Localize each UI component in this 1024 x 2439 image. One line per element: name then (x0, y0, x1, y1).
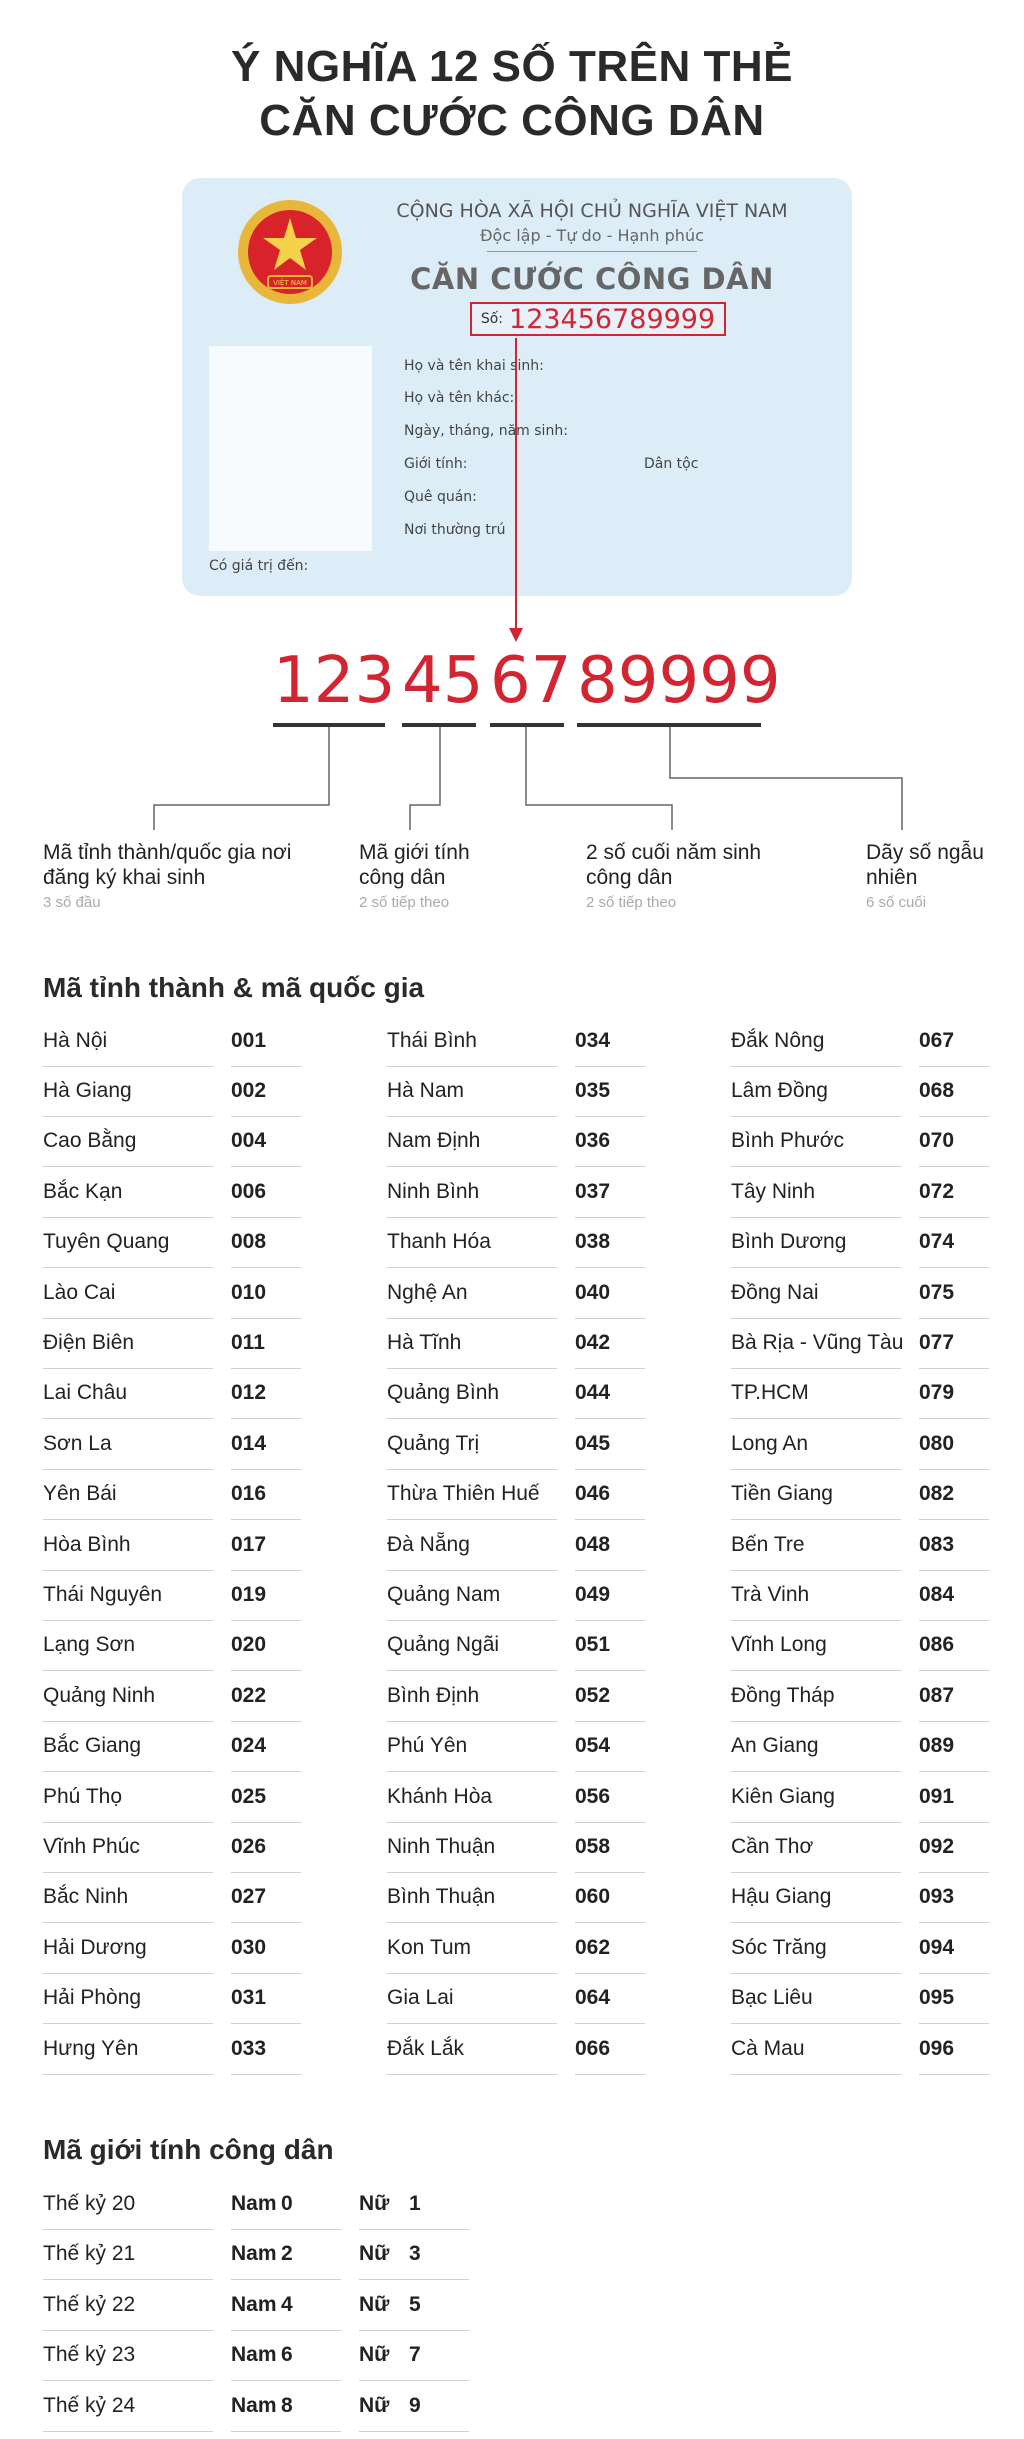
female-code-cell (359, 2280, 469, 2331)
female-label: Nữ (359, 2292, 390, 2316)
female-label: Nữ (359, 2343, 390, 2367)
province-code: 087 (919, 1671, 989, 1722)
province-row (43, 1621, 313, 1671)
province-code: 022 (231, 1671, 301, 1722)
province-name: Đắk Nông (731, 1016, 901, 1067)
female-code-cell (359, 2179, 469, 2230)
province-name: Quảng Nam (387, 1570, 557, 1621)
province-row (43, 1167, 313, 1217)
province-name: TP.HCM (731, 1368, 901, 1419)
province-code: 025 (231, 1772, 301, 1823)
female-code-cell (359, 2229, 469, 2280)
province-row (43, 1066, 313, 1116)
field-valid-until: Có giá trị đến: (209, 558, 309, 574)
province-row (731, 1117, 1001, 1167)
explanation-gender (359, 840, 499, 911)
male-code: 8 (281, 2393, 293, 2417)
province-name: Lào Cai (43, 1268, 213, 1319)
id-number-box (470, 302, 726, 336)
male-code-cell (231, 2179, 341, 2230)
province-code: 017 (231, 1520, 301, 1571)
male-code-cell (231, 2229, 341, 2280)
province-name: Bắc Kạn (43, 1167, 213, 1218)
province-name: Bắc Giang (43, 1721, 213, 1772)
province-name: Hà Nội (43, 1016, 213, 1067)
province-row (387, 1066, 657, 1116)
province-row (387, 1974, 657, 2024)
male-code: 2 (281, 2242, 293, 2266)
field-birth-name: Họ và tên khai sinh: (404, 358, 544, 374)
gender-row (43, 2229, 483, 2279)
national-emblem-icon (234, 196, 346, 308)
province-code: 084 (919, 1570, 989, 1621)
female-code: 9 (409, 2393, 421, 2417)
province-name: Thừa Thiên Huế (387, 1469, 557, 1520)
segment-province-code: 123 (273, 644, 396, 718)
card-header-motto: Độc lập - Tự do - Hạnh phúc (480, 226, 704, 245)
header-divider (487, 251, 697, 252)
province-code: 006 (231, 1167, 301, 1218)
explanation-main: Dãy số ngẫu nhiên (866, 841, 984, 889)
province-name: Nam Định (387, 1116, 557, 1167)
male-label: Nam (231, 2292, 277, 2316)
province-code: 030 (231, 1923, 301, 1974)
province-code: 091 (919, 1772, 989, 1823)
century-label: Thế kỷ 24 (43, 2381, 213, 2432)
province-name: Long An (731, 1419, 901, 1470)
field-other-name: Họ và tên khác: (404, 390, 515, 406)
province-name: Kon Tum (387, 1923, 557, 1974)
province-code: 054 (575, 1721, 645, 1772)
province-name: Đồng Nai (731, 1268, 901, 1319)
province-name: Hưng Yên (43, 2024, 213, 2075)
province-code: 046 (575, 1469, 645, 1520)
province-code: 049 (575, 1570, 645, 1621)
card-title: CĂN CƯỚC CÔNG DÂN (410, 262, 774, 296)
province-name: Hà Nam (387, 1066, 557, 1117)
explanation-sub: 2 số tiếp theo (359, 894, 450, 911)
province-name: Lạng Sơn (43, 1620, 213, 1671)
female-code: 7 (409, 2343, 421, 2367)
male-code-cell (231, 2381, 341, 2432)
province-code: 095 (919, 1973, 989, 2024)
province-code: 058 (575, 1822, 645, 1873)
province-code: 042 (575, 1318, 645, 1369)
province-name: Kiên Giang (731, 1772, 901, 1823)
province-name: Phú Thọ (43, 1772, 213, 1823)
province-code: 082 (919, 1469, 989, 1520)
province-name: Đắk Lắk (387, 2024, 557, 2075)
province-row (387, 1218, 657, 1268)
province-code: 080 (919, 1419, 989, 1470)
province-row (43, 1923, 313, 1973)
province-row (387, 1873, 657, 1923)
province-row (731, 1873, 1001, 1923)
province-row (387, 1016, 657, 1066)
province-row (387, 1117, 657, 1167)
province-code: 083 (919, 1520, 989, 1571)
province-row (43, 1016, 313, 1066)
province-name: Yên Bái (43, 1469, 213, 1520)
province-code: 004 (231, 1116, 301, 1167)
province-row (387, 1470, 657, 1520)
segment-underline (490, 723, 564, 727)
province-row (387, 1570, 657, 1620)
province-name: Cà Mau (731, 2024, 901, 2075)
province-row (43, 1318, 313, 1368)
gender-row (43, 2280, 483, 2330)
explanation-main: 2 số cuối năm sinh công dân (586, 841, 762, 889)
province-code: 026 (231, 1822, 301, 1873)
segment-gender-code: 45 (402, 644, 484, 718)
province-row (43, 1974, 313, 2024)
province-row (387, 1822, 657, 1872)
page-title (0, 40, 1024, 148)
province-name: Hà Giang (43, 1066, 213, 1117)
province-row (387, 1318, 657, 1368)
province-code: 056 (575, 1772, 645, 1823)
province-code: 033 (231, 2024, 301, 2075)
male-label: Nam (231, 2343, 277, 2367)
province-row (387, 1167, 657, 1217)
century-label: Thế kỷ 21 (43, 2229, 213, 2280)
province-code: 077 (919, 1318, 989, 1369)
province-name: Hậu Giang (731, 1872, 901, 1923)
female-code: 5 (409, 2292, 421, 2316)
province-code: 040 (575, 1268, 645, 1319)
province-row (731, 1470, 1001, 1520)
province-row (731, 1268, 1001, 1318)
province-row (43, 1722, 313, 1772)
province-name: Đà Nẵng (387, 1520, 557, 1571)
field-hometown: Quê quán: (404, 489, 477, 505)
province-name: Tây Ninh (731, 1167, 901, 1218)
province-name: Cao Bằng (43, 1116, 213, 1167)
province-code: 089 (919, 1721, 989, 1772)
province-code: 070 (919, 1116, 989, 1167)
segment-random: 89999 (577, 644, 781, 718)
province-code: 067 (919, 1016, 989, 1067)
explanation-random (866, 840, 996, 911)
province-row (387, 1621, 657, 1671)
female-code-cell (359, 2381, 469, 2432)
province-row (731, 1923, 1001, 1973)
province-code: 086 (919, 1620, 989, 1671)
province-row (43, 1470, 313, 1520)
province-row (43, 1218, 313, 1268)
province-name: Đồng Tháp (731, 1671, 901, 1722)
province-name: Bạc Liêu (731, 1973, 901, 2024)
century-label: Thế kỷ 23 (43, 2330, 213, 2381)
male-code: 0 (281, 2192, 293, 2215)
province-code: 038 (575, 1217, 645, 1268)
province-code: 075 (919, 1268, 989, 1319)
province-row (43, 1570, 313, 1620)
province-row (731, 1570, 1001, 1620)
century-label: Thế kỷ 22 (43, 2280, 213, 2331)
province-row (731, 1722, 1001, 1772)
province-row (731, 1016, 1001, 1066)
province-row (731, 1318, 1001, 1368)
province-row (43, 1520, 313, 1570)
male-code-cell (231, 2330, 341, 2381)
province-code: 034 (575, 1016, 645, 1067)
province-name: Bình Thuận (387, 1872, 557, 1923)
province-code: 016 (231, 1469, 301, 1520)
province-name: Bình Định (387, 1671, 557, 1722)
segment-birth-year: 67 (490, 644, 572, 718)
province-row (43, 1671, 313, 1721)
field-residence: Nơi thường trú (404, 522, 506, 538)
id-number-label: Số: (480, 311, 504, 327)
male-code: 6 (281, 2343, 293, 2367)
province-row (387, 1671, 657, 1721)
province-code: 027 (231, 1872, 301, 1923)
province-row (387, 1722, 657, 1772)
province-row (43, 2024, 313, 2074)
gender-row (43, 2330, 483, 2380)
field-ethnicity: Dân tộc (644, 456, 699, 472)
male-code: 4 (281, 2292, 293, 2316)
province-row (387, 1419, 657, 1469)
province-code: 044 (575, 1368, 645, 1419)
province-code: 002 (231, 1066, 301, 1117)
explanation-main: Mã tỉnh thành/quốc gia nơi đăng ký khai sinh (43, 841, 292, 889)
province-row (387, 2024, 657, 2074)
province-name: Hà Tĩnh (387, 1318, 557, 1369)
province-name: Điện Biên (43, 1318, 213, 1369)
female-code: 3 (409, 2242, 421, 2266)
province-name: Vĩnh Phúc (43, 1822, 213, 1873)
province-code: 024 (231, 1721, 301, 1772)
female-label: Nữ (359, 2242, 390, 2266)
province-name: Quảng Bình (387, 1368, 557, 1419)
province-name: Ninh Bình (387, 1167, 557, 1218)
photo-placeholder (209, 346, 372, 551)
province-row (387, 1520, 657, 1570)
province-name: Bình Phước (731, 1116, 901, 1167)
explanation-sub: 2 số tiếp theo (586, 894, 677, 911)
province-code: 074 (919, 1217, 989, 1268)
province-name: Phú Yên (387, 1721, 557, 1772)
province-code: 060 (575, 1872, 645, 1923)
province-code: 094 (919, 1923, 989, 1974)
province-code: 072 (919, 1167, 989, 1218)
province-code: 037 (575, 1167, 645, 1218)
province-name: Sơn La (43, 1419, 213, 1470)
explanation-birth-year (586, 840, 786, 911)
province-name: Vĩnh Long (731, 1620, 901, 1671)
province-row (387, 1923, 657, 1973)
province-code: 008 (231, 1217, 301, 1268)
explanation-sub: 6 số cuối (866, 894, 927, 911)
province-name: Quảng Ninh (43, 1671, 213, 1722)
explanation-sub: 3 số đầu (43, 894, 101, 911)
female-label: Nữ (359, 2393, 390, 2417)
province-name: Bà Rịa - Vũng Tàu (731, 1318, 901, 1369)
province-name: Tuyên Quang (43, 1217, 213, 1268)
province-code: 020 (231, 1620, 301, 1671)
province-code: 051 (575, 1620, 645, 1671)
province-row (731, 1218, 1001, 1268)
province-code: 012 (231, 1368, 301, 1419)
female-code-cell (359, 2330, 469, 2381)
province-name: Cần Thơ (731, 1822, 901, 1873)
province-code: 035 (575, 1066, 645, 1117)
card-header-republic: CỘNG HÒA XÃ HỘI CHỦ NGHĨA VIỆT NAM (396, 200, 788, 222)
id-number-value: 123456789999 (509, 303, 716, 335)
province-code: 014 (231, 1419, 301, 1470)
province-code: 001 (231, 1016, 301, 1067)
province-name: Sóc Trăng (731, 1923, 901, 1974)
province-code: 064 (575, 1973, 645, 2024)
province-row (731, 1671, 1001, 1721)
province-name: Bình Dương (731, 1217, 901, 1268)
province-row (43, 1117, 313, 1167)
field-gender: Giới tính: (404, 456, 468, 472)
province-code: 096 (919, 2024, 989, 2075)
arrow-down-icon (509, 628, 523, 642)
explanation-main: Mã giới tính công dân (359, 841, 470, 889)
province-row (43, 1419, 313, 1469)
province-row (43, 1268, 313, 1318)
province-code: 079 (919, 1368, 989, 1419)
province-row (387, 1369, 657, 1419)
province-name: Quảng Trị (387, 1419, 557, 1470)
province-row (43, 1369, 313, 1419)
explanation-province (43, 840, 333, 911)
province-row (43, 1822, 313, 1872)
female-code: 1 (409, 2192, 421, 2215)
province-name: Bến Tre (731, 1520, 901, 1571)
province-code: 010 (231, 1268, 301, 1319)
province-name: Thái Nguyên (43, 1570, 213, 1621)
province-code: 011 (231, 1318, 301, 1369)
gender-row (43, 2179, 483, 2229)
province-name: Tiền Giang (731, 1469, 901, 1520)
title-line-1: Ý NGHĨA 12 SỐ TRÊN THẺ (231, 42, 793, 91)
field-birth-date: Ngày, tháng, năm sinh: (404, 423, 568, 439)
province-row (387, 1772, 657, 1822)
province-row (43, 1873, 313, 1923)
province-name: Thanh Hóa (387, 1217, 557, 1268)
century-label: Thế kỷ 20 (43, 2179, 213, 2230)
province-code: 031 (231, 1973, 301, 2024)
gender-section-title: Mã giới tính công dân (43, 2134, 334, 2165)
province-name: Trà Vinh (731, 1570, 901, 1621)
title-line-2: CĂN CƯỚC CÔNG DÂN (259, 96, 765, 145)
svg-text:VIỆT NAM: VIỆT NAM (273, 279, 307, 287)
province-name: Khánh Hòa (387, 1772, 557, 1823)
province-code: 019 (231, 1570, 301, 1621)
province-code: 066 (575, 2024, 645, 2075)
province-name: Gia Lai (387, 1973, 557, 2024)
province-row (731, 1066, 1001, 1116)
province-name: Bắc Ninh (43, 1872, 213, 1923)
province-code: 068 (919, 1066, 989, 1117)
province-name: Hòa Bình (43, 1520, 213, 1571)
province-name: Lai Châu (43, 1368, 213, 1419)
province-name: Thái Bình (387, 1016, 557, 1067)
province-code: 062 (575, 1923, 645, 1974)
province-row (731, 1822, 1001, 1872)
province-code: 036 (575, 1116, 645, 1167)
province-name: Hải Phòng (43, 1973, 213, 2024)
male-label: Nam (231, 2242, 277, 2266)
province-code: 093 (919, 1872, 989, 1923)
province-code: 052 (575, 1671, 645, 1722)
province-name: Ninh Thuận (387, 1822, 557, 1873)
province-row (731, 1167, 1001, 1217)
male-label: Nam (231, 2192, 277, 2215)
male-code-cell (231, 2280, 341, 2331)
province-name: An Giang (731, 1721, 901, 1772)
segment-underline (402, 723, 476, 727)
province-name: Nghệ An (387, 1268, 557, 1319)
province-row (731, 1974, 1001, 2024)
province-name: Hải Dương (43, 1923, 213, 1974)
province-code: 045 (575, 1419, 645, 1470)
province-code: 092 (919, 1822, 989, 1873)
province-row (731, 1369, 1001, 1419)
province-name: Quảng Ngãi (387, 1620, 557, 1671)
female-label: Nữ (359, 2192, 390, 2215)
province-code: 048 (575, 1520, 645, 1571)
male-label: Nam (231, 2393, 277, 2417)
province-row (731, 1772, 1001, 1822)
provinces-section-title: Mã tỉnh thành & mã quốc gia (43, 972, 425, 1003)
province-row (731, 2024, 1001, 2074)
segment-underline (577, 723, 761, 727)
id-card (182, 178, 852, 596)
province-row (731, 1520, 1001, 1570)
province-row (43, 1772, 313, 1822)
province-name: Lâm Đồng (731, 1066, 901, 1117)
province-row (731, 1419, 1001, 1469)
gender-row (43, 2381, 483, 2431)
segment-underline (273, 723, 385, 727)
province-row (387, 1268, 657, 1318)
province-row (731, 1621, 1001, 1671)
